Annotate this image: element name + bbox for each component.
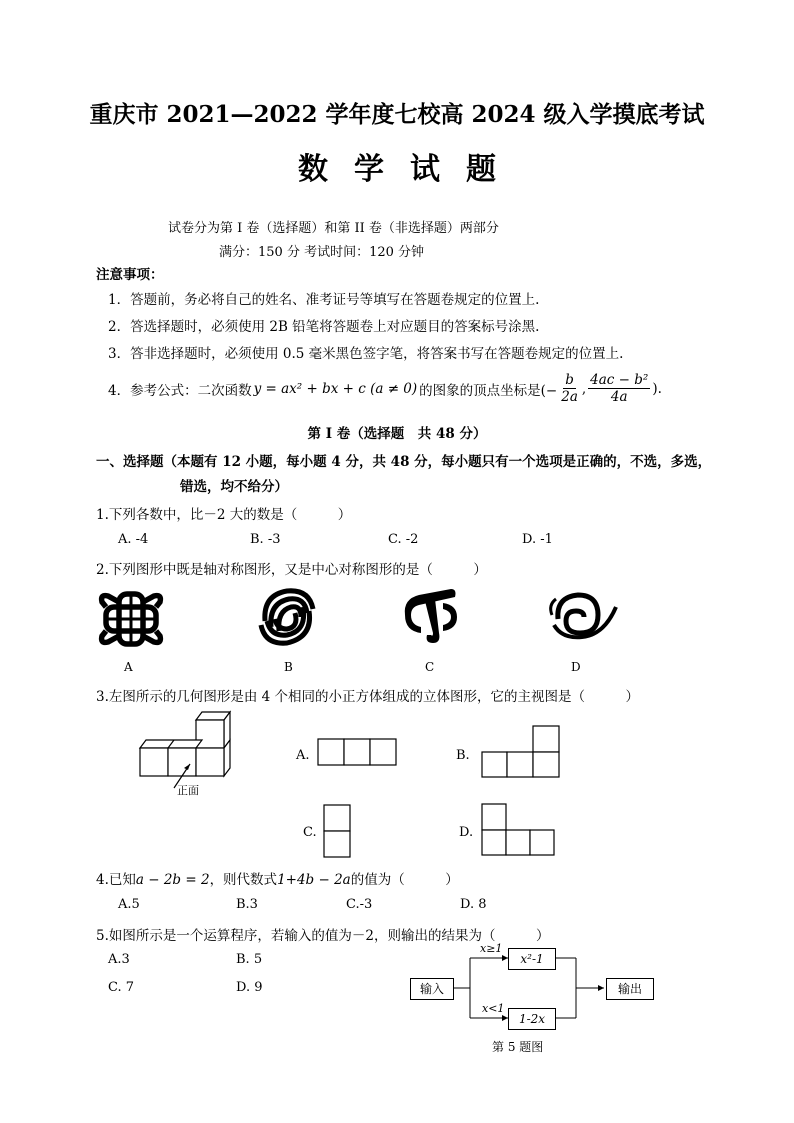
q5-option-a: A.3 [108, 952, 130, 967]
notice-item-4-prefix: 4．参考公式：二次函数 [108, 382, 252, 399]
q3-option-d-label: D. [459, 825, 474, 840]
q1-stem: 1.下列各数中，比－2 大的数是（ ） [96, 507, 352, 523]
flowchart-input-box: 输入 [410, 978, 454, 1000]
front-view-label: 正面 [177, 784, 199, 797]
q5-stem: 5.如图所示是一个运算程序，若输入的值为－2，则输出的结果为（ ） [96, 928, 550, 944]
flowchart-condition-bottom: x<1 [482, 1002, 505, 1015]
q3-option-c-label: C. [303, 825, 317, 840]
notice-item-3: 3．答非选择题时，必须使用 0.5 毫米黑色签字笔，将答案书写在答题卷规定的位置上. [108, 346, 624, 362]
notice-item-4-mid: 的图象的顶点坐标是(− [419, 382, 558, 399]
china-mobile-logo-icon [257, 585, 317, 647]
section-heading: 第 I 卷（选择题 共 48 分） [307, 426, 487, 442]
q3-option-a-label: A. [296, 748, 310, 763]
china-telecom-logo-icon [399, 585, 459, 647]
q3-option-d-view [481, 803, 557, 857]
quadratic-formula: y = ax² + bx + c (a ≠ 0) [253, 380, 418, 397]
q1-option-d: D. -1 [522, 532, 553, 547]
part-instructions-line-2: 错选，均不给分） [180, 479, 288, 495]
vertex-y-denominator: 4a [610, 389, 628, 405]
flowchart-top-box: x²-1 [508, 948, 556, 970]
q4-stem-end: 的值为（ ） [350, 872, 459, 888]
notice-heading: 注意事项： [96, 267, 164, 283]
q2-label-a: A [124, 660, 133, 674]
q4-option-a: A.5 [118, 897, 140, 912]
q1-option-a: A. -4 [118, 532, 149, 547]
q5-option-c: C. 7 [108, 980, 135, 995]
q4-stem-mid: ，则代数式 [209, 872, 278, 888]
vertex-y-numerator: 4ac − b² [590, 372, 649, 388]
vertex-x-fraction [559, 372, 580, 405]
q2-label-d: D [571, 660, 581, 674]
q4-stem [96, 868, 459, 888]
q4-expression: 1+4b − 2a [277, 872, 351, 888]
q3-option-b-view [481, 725, 561, 779]
chinese-knot-logo-icon [96, 588, 166, 650]
q2-stem: 2.下列图形中既是轴对称图形，又是中心对称图形的是（ ） [96, 562, 487, 578]
q4-stem-prefix: 4.已知 [96, 872, 136, 888]
q2-label-b: B [284, 660, 293, 674]
vertex-x-numerator: b [565, 372, 574, 388]
notice-item-4-end: ). [652, 380, 662, 397]
vertex-y-fraction [588, 372, 650, 405]
exam-title: 重庆市 2021—2022 学年度七校高 2024 级入学摸底考试 [89, 101, 705, 128]
q3-stem: 3.左图所示的几何图形是由 4 个相同的小正方体组成的立体图形，它的主视图是（ ） [96, 689, 640, 705]
intro-line-2: 满分：150 分 考试时间：120 分钟 [219, 245, 425, 260]
notice-item-4: 4．参考公式：二次函数 y = ax² + bx + c (a ≠ 0) 的图象的顶点坐标是(− $\frac{b}{2a}$ , $\frac{\text{4ac − b²}}{4a}$ ). [108, 372, 662, 405]
notice-item-2: 2．答选择题时，必须使用 2B 铅笔将答题卷上对应题目的答案标号涂黑. [108, 319, 540, 335]
q4-option-d: D. 8 [460, 897, 487, 912]
q4-option-b: B.3 [236, 897, 258, 912]
notice-item-1: 1．答题前，务必将自己的姓名、准考证号等填写在答题卷规定的位置上. [108, 292, 540, 308]
q1-option-c: C. -2 [388, 532, 419, 547]
q1-option-b: B. -3 [250, 532, 281, 547]
q5-option-b: B. 5 [236, 952, 263, 967]
q2-label-c: C [425, 660, 435, 674]
flowchart-output-box: 输出 [606, 978, 654, 1000]
q3-option-a-view [317, 738, 399, 766]
intro-line-1: 试卷分为第 I 卷（选择题）和第 II 卷（非选择题）两部分 [168, 221, 499, 236]
flowchart-bottom-box: 1-2x [508, 1008, 556, 1030]
q4-option-c: C.-3 [346, 897, 373, 912]
q3-option-b-label: B. [456, 748, 470, 763]
flowchart-condition-top: x≥1 [480, 942, 503, 955]
q3-option-c-view [323, 804, 353, 858]
flowchart-caption: 第 5 题图 [492, 1040, 544, 1054]
swirl-logo-icon [546, 585, 622, 647]
q4-given-equation: a − 2b = 2 [135, 872, 210, 888]
part-instructions-line-1: 一、选择题（本题有 12 小题，每小题 4 分，共 48 分，每小题只有一个选项是正确的，不选，多选， [96, 454, 712, 470]
vertex-x-denominator: 2a [561, 389, 578, 405]
q5-option-d: D. 9 [236, 980, 263, 995]
exam-subtitle: 数学试题 [298, 152, 522, 187]
